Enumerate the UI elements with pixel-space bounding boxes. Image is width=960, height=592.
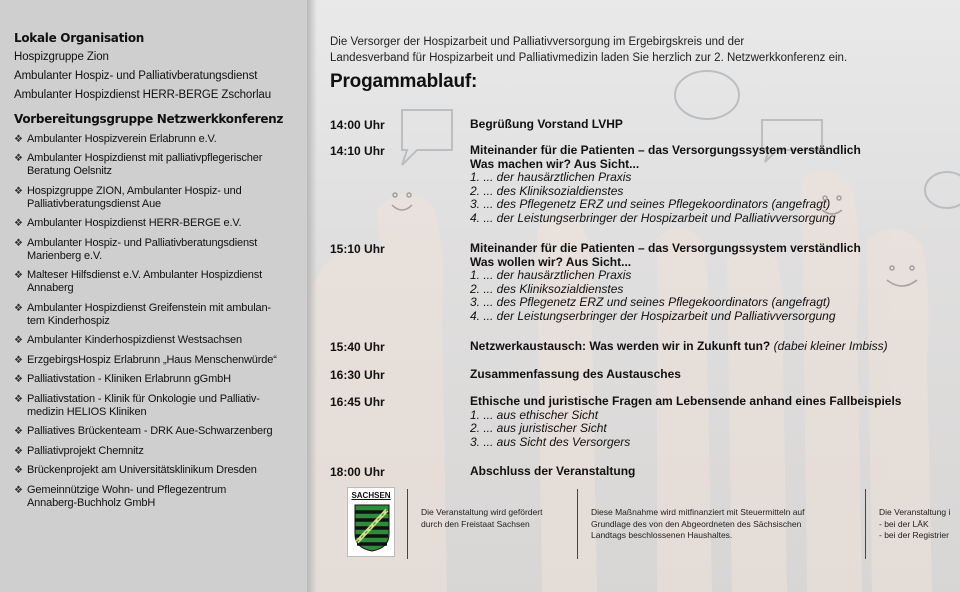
schedule-content	[470, 465, 960, 479]
list-item	[14, 217, 297, 230]
schedule-time: 14:00 Uhr	[330, 118, 385, 132]
list-item-text: Malteser Hilfsdienst e.V. Ambulanter Hospizdienst	[27, 269, 262, 281]
list-item-text: ErzgebirgsHospiz Erlabrunn „Haus Menschenwürde“	[27, 353, 277, 366]
page-fold-shadow	[307, 0, 317, 592]
diamond-bullet-icon: ❖	[14, 185, 23, 197]
list-item	[14, 445, 297, 458]
list-item	[14, 393, 297, 419]
logo-text: SACHSEN	[351, 491, 391, 500]
list-item	[14, 354, 297, 367]
schedule-content	[470, 368, 960, 382]
schedule-subitem: 1. ... der hausärztlichen Praxis	[470, 268, 632, 282]
list-item-text: Beratung Oelsnitz	[27, 165, 112, 177]
schedule-subitem: 4. ... der Leistungserbringer der Hospizarbeit und Palliativversorgung	[470, 210, 836, 225]
schedule-subitem: 2. ... aus juristischer Sicht	[470, 421, 607, 435]
schedule-topic: Abschluss der Veranstaltung	[470, 464, 636, 478]
vorbereitungsgruppe-list	[14, 133, 297, 510]
diamond-bullet-icon: ❖	[14, 393, 23, 405]
schedule-subitem: 1. ... aus ethischer Sicht	[470, 407, 599, 422]
sachsen-logo	[347, 487, 395, 557]
footer	[347, 487, 960, 562]
left-sidebar	[0, 0, 307, 592]
diamond-bullet-icon: ❖	[14, 374, 23, 385]
saxony-coat-of-arms-icon	[354, 504, 390, 552]
certification-note	[879, 507, 960, 542]
schedule-subitem: 4. ... der Leistungserbringer der Hospizarbeit und Palliativversorgung	[470, 308, 836, 323]
list-item	[14, 425, 297, 438]
tax-line: Grundlage des von den Abgeordneten des Sächsischen	[591, 518, 802, 529]
schedule-topic: Miteinander für die Patienten – das Versorgungssystem verständlich	[470, 241, 861, 255]
list-item-text: Palliativstation - Kliniken Erlabrunn gGmbH	[27, 373, 231, 385]
schedule-subitem: 2. ... des Kliniksozialdienstes	[470, 281, 624, 296]
schedule-time: 16:45 Uhr	[330, 395, 385, 409]
diamond-bullet-icon: ❖	[14, 484, 23, 496]
diamond-bullet-icon: ❖	[14, 153, 23, 164]
diamond-bullet-icon: ❖	[14, 445, 23, 457]
schedule-subitem: 1. ... der hausärztlichen Praxis	[470, 170, 632, 184]
list-item	[14, 484, 297, 510]
list-item-text: medizin HELIOS Kliniken	[27, 405, 147, 418]
list-item-text: Ambulanter Hospiz- und Palliativberatungsdienst	[27, 236, 258, 249]
lokale-organisation-heading: Lokale Organisation	[14, 31, 145, 45]
list-item	[14, 152, 297, 178]
schedule-time: 15:10 Uhr	[330, 242, 385, 256]
list-item-text: Ambulanter Hospizdienst HERR-BERGE e.V.	[27, 217, 242, 229]
program-panel	[307, 0, 960, 592]
list-item-text: Palliativstation - Klinik für Onkologie und Palliativ-	[27, 392, 260, 405]
list-item-text: Marienberg e.V.	[27, 249, 103, 262]
list-item	[14, 237, 297, 263]
diamond-bullet-icon: ❖	[14, 465, 23, 476]
list-item-text: Palliatives Brückenteam - DRK Aue-Schwarzenberg	[27, 425, 273, 437]
intro-text	[330, 34, 930, 66]
schedule-time: 14:10 Uhr	[330, 144, 385, 158]
list-item	[14, 464, 297, 477]
schedule-subitem: 3. ... des Pflegenetz ERZ und seines Pflegekoordinators (angefragt)	[470, 197, 831, 211]
schedule-subitem: 3. ... des Pflegenetz ERZ und seines Pflegekoordinators (angefragt)	[470, 295, 831, 309]
list-item-text: Ambulanter Hospizdienst Greifenstein mit ambulan-	[27, 301, 271, 314]
list-item	[14, 334, 297, 347]
schedule-topic: Ethische und juristische Fragen am Lebensende anhand eines Fallbeispiels	[470, 394, 902, 408]
schedule-topic: Begrüßung Vorstand LVHP	[470, 117, 623, 131]
tax-note	[591, 507, 871, 542]
list-item-text: Palliativberatungsdienst Aue	[27, 197, 162, 210]
footer-divider	[577, 489, 578, 559]
list-item-text: Ambulanter Hospizverein Erlabrunn e.V.	[27, 132, 217, 145]
list-item-text: Palliativprojekt Chemnitz	[27, 444, 144, 457]
diamond-bullet-icon: ❖	[14, 302, 23, 314]
schedule-content	[470, 242, 960, 323]
list-item	[14, 373, 297, 386]
list-item-text: Ambulanter Hospizdienst mit palliativpflegerischer	[27, 152, 263, 164]
lokale-item: Hospizgruppe Zion	[14, 51, 109, 63]
schedule-topic: Miteinander für die Patienten – das Versorgungssystem verständlich	[470, 143, 861, 157]
schedule-content	[470, 118, 960, 132]
intro-line: Die Versorger der Hospizarbeit und Palliativversorgung im Ergebirgskreis und der	[330, 36, 745, 48]
funding-line: durch den Freistaat Sachsen	[421, 518, 530, 529]
list-item-text: Gemeinnützige Wohn- und Pflegezentrum	[27, 483, 227, 496]
diamond-bullet-icon: ❖	[14, 133, 23, 145]
footer-divider	[407, 489, 408, 559]
list-item	[14, 302, 297, 328]
schedule-time: 15:40 Uhr	[330, 340, 385, 354]
schedule-topic: Was wollen wir? Aus Sicht...	[470, 254, 632, 269]
diamond-bullet-icon: ❖	[14, 354, 23, 366]
diamond-bullet-icon: ❖	[14, 426, 23, 437]
diamond-bullet-icon: ❖	[14, 270, 23, 281]
list-item-text: Brückenprojekt am Universitätsklinikum Dresden	[27, 464, 257, 476]
lokale-item: Ambulanter Hospizdienst HERR-BERGE Zschorlau	[14, 89, 272, 101]
schedule-subitem: 3. ... aus Sicht des Versorgers	[470, 434, 631, 449]
schedule-subitem: 2. ... des Kliniksozialdienstes	[470, 183, 624, 198]
schedule-topic-text: Netzwerkaustausch: Was werden wir in Zukunft tun?	[470, 339, 771, 353]
list-item	[14, 185, 297, 211]
funding-line: Die Veranstaltung wird gefördert	[421, 507, 543, 517]
footer-divider	[865, 489, 866, 559]
schedule-topic: Was machen wir? Aus Sicht...	[470, 156, 640, 171]
funding-note	[421, 507, 542, 530]
diamond-bullet-icon: ❖	[14, 237, 23, 249]
tax-line: Landtags beschlossenen Haushaltes.	[591, 530, 733, 540]
list-item-text: tem Kinderhospiz	[27, 314, 110, 327]
diamond-bullet-icon: ❖	[14, 335, 23, 346]
list-item-text: Ambulanter Kinderhospizdienst Westsachsen	[27, 334, 242, 346]
schedule-topic-note: (dabei kleiner Imbiss)	[773, 339, 888, 353]
vorbereitungsgruppe-heading: Vorbereitungsgruppe Netzwerkkonferenz	[14, 112, 284, 126]
program-title: Progammablauf:	[330, 71, 478, 92]
tax-line: Diese Maßnahme wird mitfinanziert mit Steuermitteln auf	[591, 507, 805, 517]
schedule-content	[470, 395, 960, 449]
cert-line: Die Veranstaltung i	[879, 507, 951, 517]
schedule-topic	[470, 340, 960, 354]
lokale-item: Ambulanter Hospiz- und Palliativberatungsdienst	[14, 70, 258, 82]
list-item-text: Annaberg	[27, 282, 74, 294]
intro-line: Landesverband für Hospizarbeit und Palliativmedizin laden Sie herzlich zur 2. Netzwerkkonferenz ein.	[330, 52, 848, 64]
schedule-topic: Zusammenfassung des Austausches	[470, 367, 681, 381]
cert-line: - bei der Registrier	[879, 530, 949, 540]
list-item-text: Hospizgruppe ZION, Ambulanter Hospiz- und	[27, 184, 242, 197]
schedule-content	[470, 340, 960, 354]
schedule-time: 16:30 Uhr	[330, 368, 385, 382]
list-item	[14, 269, 297, 295]
list-item	[14, 133, 297, 146]
list-item-text: Annaberg-Buchholz GmbH	[27, 496, 156, 509]
cert-line: - bei der LÄK	[879, 518, 929, 529]
diamond-bullet-icon: ❖	[14, 218, 23, 229]
schedule-content	[470, 144, 960, 225]
schedule-time: 18:00 Uhr	[330, 465, 385, 479]
